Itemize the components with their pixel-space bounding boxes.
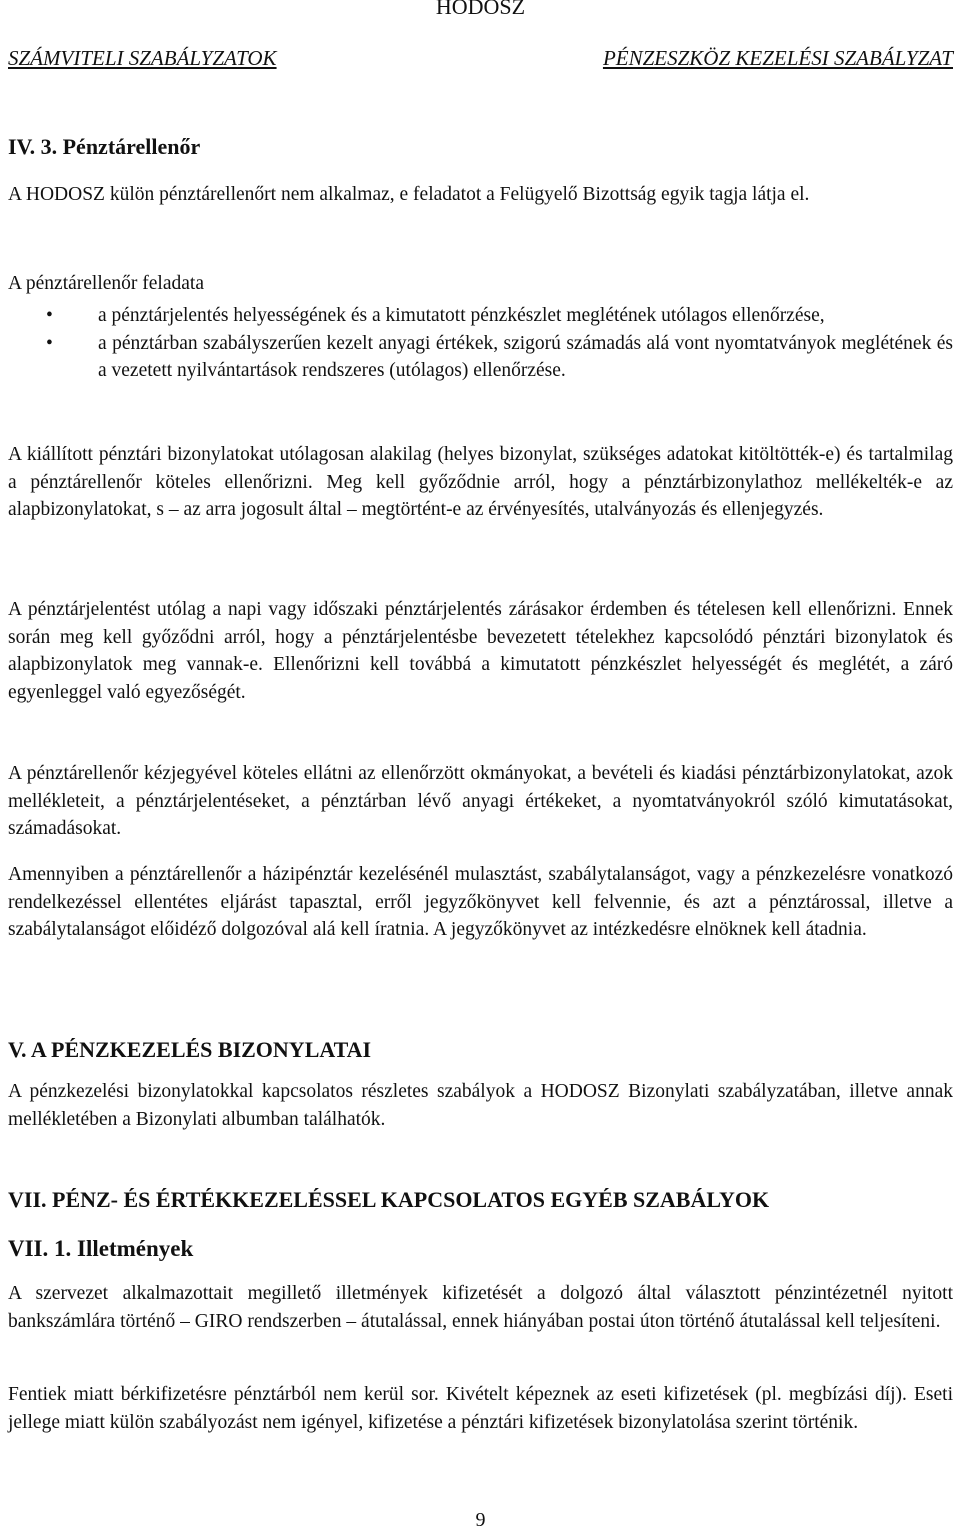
paragraph: Fentiek miatt bérkifizetésre pénztárból nem kerül sor. Kivételt képeznek az eseti kifizetések (pl. megbízási díj). Eseti jellege miatt külön szabályozást nem igényel, kifizetése a pénztári kifizetések bizonylatolása szerint történik.	[8, 1384, 953, 1433]
paragraph: A szervezet alkalmazottait megillető illetmények kifizetését a dolgozó által választott pénzintézetnél nyitott bankszámlára történő – GIRO rendszerben – átutalással, ennek hiányában postai úton történő átutalással kell teljesíteni.	[8, 1283, 953, 1332]
header-right-title: PÉNZESZKÖZ KEZELÉSI SZABÁLYZAT	[602, 46, 953, 70]
section-vii1-heading: VII. 1. Illetmények	[8, 1236, 194, 1261]
header-org-name: HODOSZ	[435, 0, 526, 19]
paragraph: A pénzkezelési bizonylatokkal kapcsolatos részletes szabályok a HODOSZ Bizonylati szabályzatában, illetve annak mellékletében a Bizonylati albumban találhatók.	[8, 1081, 953, 1130]
page-number: 9	[475, 1509, 486, 1531]
paragraph: A HODOSZ külön pénztárellenőrt nem alkalmaz, e feladatot a Felügyelő Bizottság egyik tagja látja el.	[8, 184, 810, 205]
section-iv3-heading: IV. 3. Pénztárellenőr	[8, 134, 201, 159]
paragraph: A pénztárellenőr kézjegyével köteles ellátni az ellenőrzött okmányokat, a bevételi és kiadási pénztárbizonylatokat, azok mellékleteit, a pénztárjelentéseket, a pénztárban lévő anyagi értékeket, a nyomtatványokról szóló kimutatásokat, számadásokat.	[8, 763, 953, 839]
paragraph: A pénztárjelentést utólag a napi vagy időszaki pénztárjelentés zárásakor érdemben és tételesen kell ellenőrizni. Ennek során meg kell győződni arról, hogy a pénztárjelentésbe bevezetett tételekhez kapcsolódó pénztári bizonylatok és alapbizonylatok meg vannak-e. Ellenőrizni kell továbbá a kimutatott pénzkészlet helyességét és meglétét, a záró egyenleggel való egyezőségét.	[8, 599, 953, 703]
section-vii-heading: VII. PÉNZ- ÉS ÉRTÉKKEZELÉSSEL KAPCSOLATOS EGYÉB SZABÁLYOK	[8, 1187, 770, 1212]
paragraph: A pénztárellenőr feladata	[8, 273, 204, 294]
list-item-text: a pénztárjelentés helyességének és a kimutatott pénzkészlet meglétének utólagos ellenőrzése,	[98, 305, 825, 326]
list-item	[8, 302, 953, 330]
section-v-heading: V. A PÉNZKEZELÉS BIZONYLATAI	[8, 1037, 372, 1062]
list-item	[8, 330, 953, 385]
paragraph: Amennyiben a pénztárellenőr a házipénztár kezelésénél mulasztást, szabálytalanságot, vagy a pénzkezelésre vonatkozó rendelkezéssel ellentétes eljárást tapasztal, erről jegyzőkönyvet kell felvennie, és azt a pénztárossal, illetve a szabálytalanságot előidéző dolgozóval alá kell íratnia. A jegyzőkönyvet az intézkedésre elnöknek kell átadnia.	[8, 864, 953, 940]
bullet-icon: •	[46, 305, 53, 326]
bullet-icon: •	[46, 332, 53, 354]
paragraph: A kiállított pénztári bizonylatokat utólagosan alakilag (helyes bizonylat, szükséges adatokat kitöltötték-e) és tartalmilag a pénztárellenőr köteles ellenőrizni. Meg kell győződnie arról, hogy a pénztárbizonylathoz mellékelték-e az alapbizonylatokat, s – az arra jogosult által – megtörtént-e az érvényesítés, utalványozás és ellenjegyzés.	[8, 444, 953, 520]
header-left-title: SZÁMVITELI SZABÁLYZATOK	[8, 46, 277, 70]
task-list	[8, 302, 953, 385]
list-item-text: a pénztárban szabályszerűen kezelt anyagi értékek, szigorú számadás alá vont nyomtatványok meglétének és a vezetett nyilvántartások rendszeres (utólagos) ellenőrzése.	[98, 332, 953, 381]
